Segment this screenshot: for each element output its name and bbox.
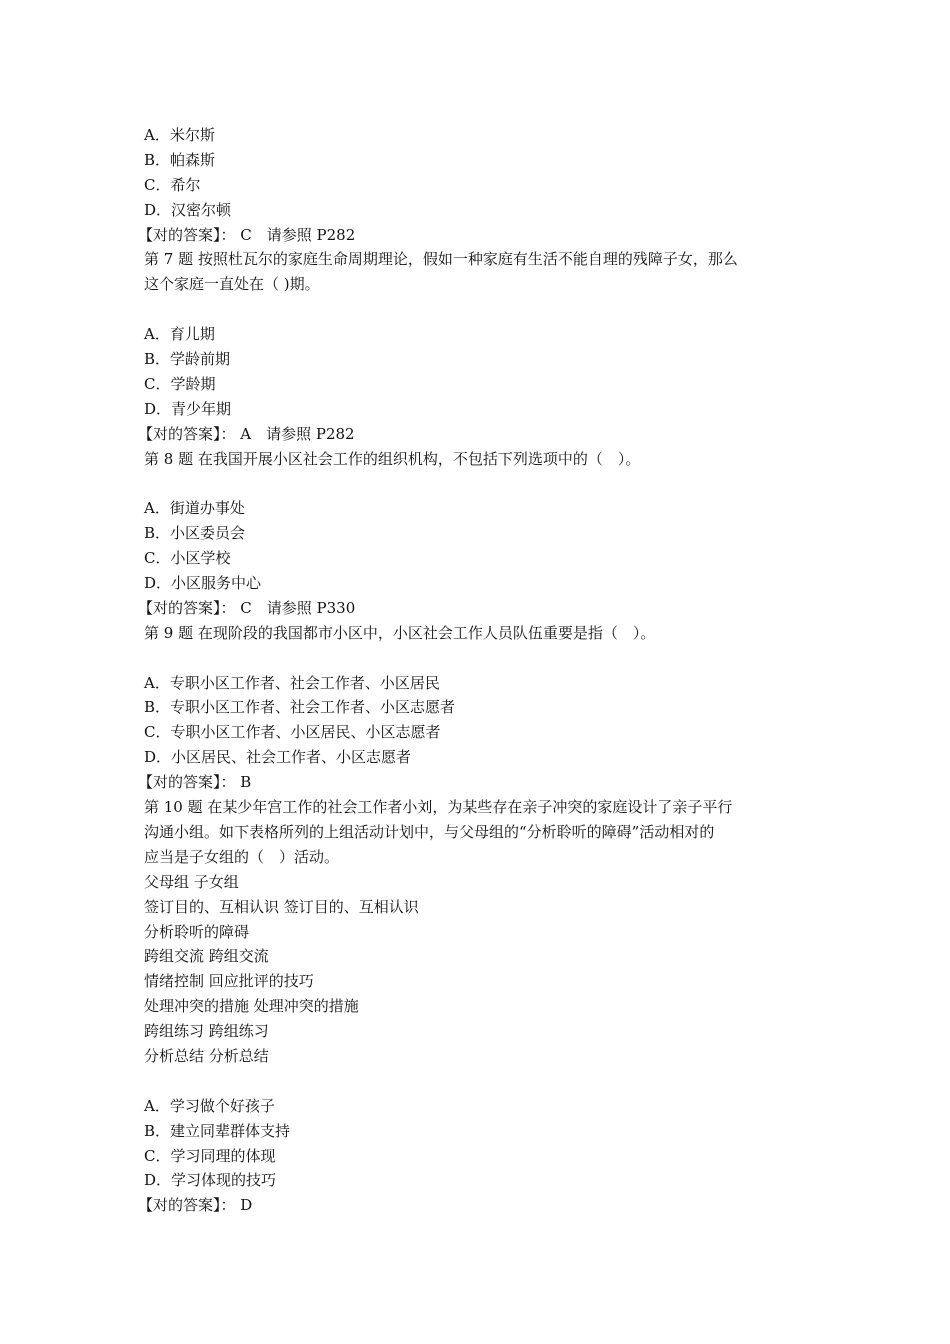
question-10: [138, 795, 814, 1218]
option-c: C．专职小区工作者、小区居民、小区志愿者: [144, 723, 441, 742]
question-8: [138, 447, 814, 621]
question-text-line: 应当是子女组的（ ）活动。: [144, 847, 340, 866]
table-row: 跨组练习 跨组练习: [144, 1022, 269, 1041]
question-9: [138, 621, 814, 795]
answer-line: 【对的答案】： D: [138, 1196, 253, 1215]
table-row: 情绪控制 回应批评的技巧: [144, 972, 314, 991]
prev-question: [138, 123, 814, 247]
blank-line: [144, 297, 814, 322]
option-c: C．学龄期: [144, 374, 216, 393]
table-row: 签订目的、互相认识 签订目的、互相认识: [144, 897, 419, 916]
question-7: [138, 247, 814, 446]
question-text-line: 这个家庭一直处在（ )期。: [144, 275, 320, 294]
blank-line: [144, 646, 814, 671]
option-c: C．小区学校: [144, 549, 231, 568]
table-row: 父母组 子女组: [144, 872, 239, 891]
option-b: B．建立同辈群体支持: [144, 1121, 291, 1140]
option-c: C．希尔: [144, 175, 201, 194]
option-b: B．专职小区工作者、社会工作者、小区志愿者: [144, 698, 456, 717]
table-row: 分析聆听的障碍: [144, 922, 250, 941]
answer-line: 【对的答案】： C 请参照 P282: [138, 225, 356, 244]
question-text-line: 第 8 题 在我国开展小区社会工作的组织机构，不包括下列选项中的（ ）。: [144, 449, 641, 468]
option-b: B．学龄前期: [144, 350, 231, 369]
option-d: D．汉密尔顿: [144, 200, 232, 219]
option-a: A．街道办事处: [144, 499, 245, 518]
question-text-line: 第 7 题 按照杜瓦尔的家庭生命周期理论，假如一种家庭有生活不能自理的残障子女，那么: [144, 250, 738, 269]
answer-line: 【对的答案】： C 请参照 P330: [138, 598, 356, 617]
blank-line: [144, 471, 814, 496]
blank-line: [144, 1069, 814, 1094]
question-text-line: 第 10 题 在某少年宫工作的社会工作者小刘，为某些存在亲子冲突的家庭设计了亲子平行: [144, 798, 733, 817]
option-d: D．青少年期: [144, 399, 232, 418]
option-b: B．帕森斯: [144, 150, 216, 169]
question-text-line: 第 9 题 在现阶段的我国都市小区中，小区社会工作人员队伍重要是指（ ）。: [144, 623, 656, 642]
option-d: D．学习体现的技巧: [144, 1171, 277, 1190]
question-text-line: 沟通小组。如下表格所列的上组活动计划中，与父母组的“分析聆听的障碍”活动相对的: [144, 822, 715, 841]
option-a: A．专职小区工作者、社会工作者、小区居民: [144, 673, 440, 692]
option-a: A．学习做个好孩子: [144, 1096, 275, 1115]
option-d: D．小区居民、社会工作者、小区志愿者: [144, 748, 412, 767]
option-a: A．育儿期: [144, 325, 215, 344]
table-row: 分析总结 分析总结: [144, 1046, 269, 1065]
table-row: 处理冲突的措施 处理冲突的措施: [144, 997, 359, 1016]
option-a: A．米尔斯: [144, 126, 215, 144]
activity-table: [144, 870, 814, 1069]
table-row: 跨组交流 跨组交流: [144, 947, 269, 966]
answer-line: 【对的答案】： B: [138, 773, 252, 792]
option-d: D．小区服务中心: [144, 574, 262, 593]
option-c: C．学习同理的体现: [144, 1146, 276, 1165]
option-b: B．小区委员会: [144, 524, 246, 543]
document-page: [138, 123, 814, 1218]
answer-line: 【对的答案】： A 请参照 P282: [138, 424, 355, 443]
